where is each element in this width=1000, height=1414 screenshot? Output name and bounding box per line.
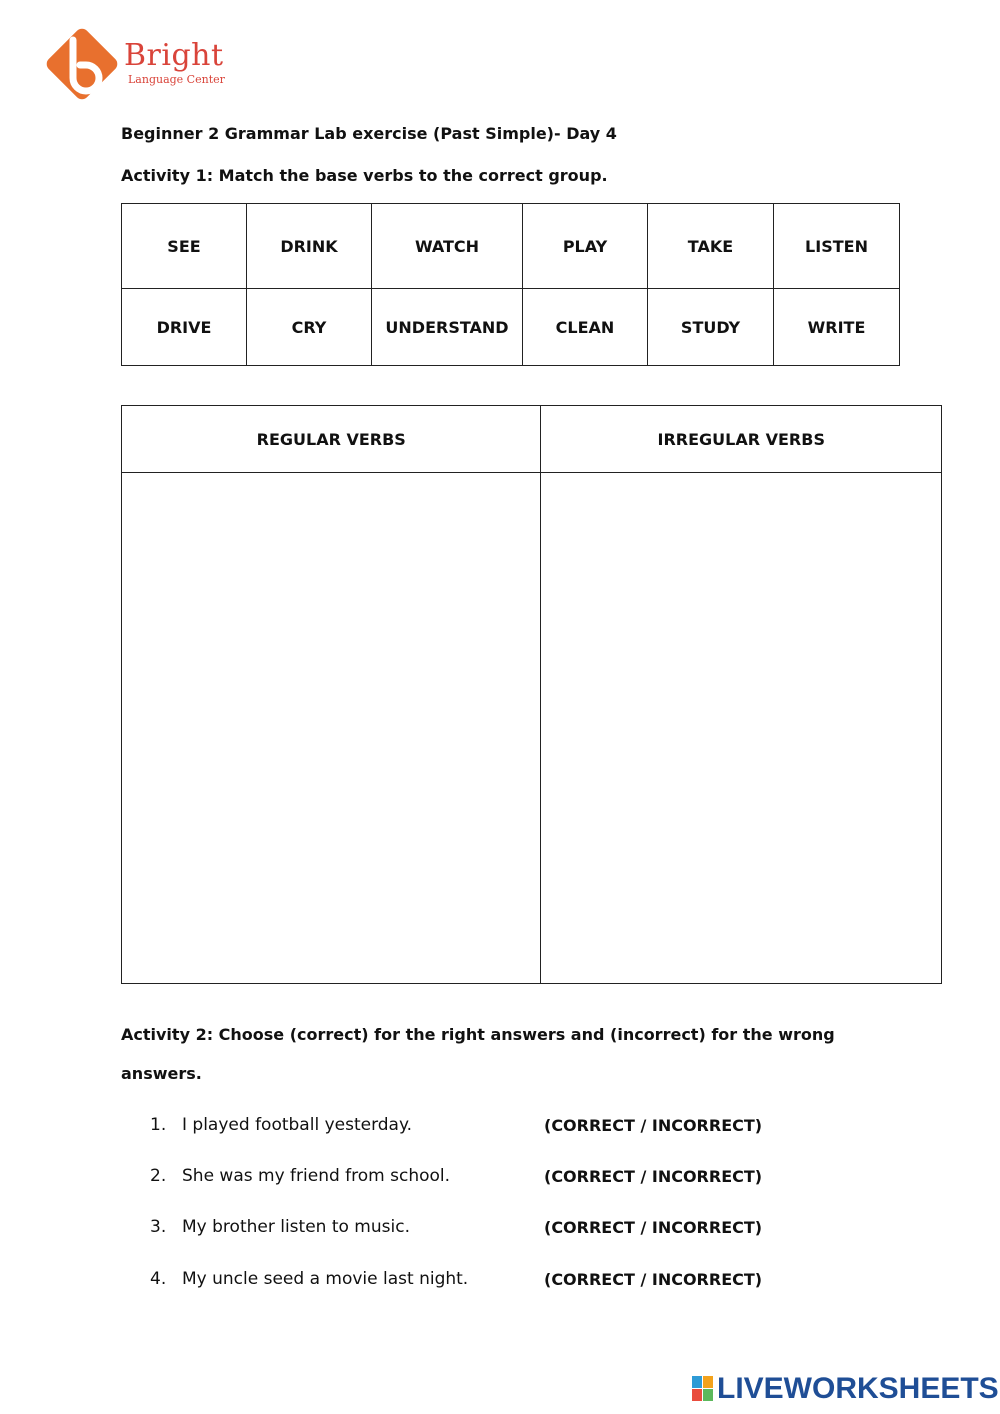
verb-cell[interactable]: TAKE — [648, 204, 774, 289]
answer-choice[interactable]: (CORRECT / INCORRECT) — [544, 1116, 763, 1135]
answer-choice[interactable]: (CORRECT / INCORRECT) — [544, 1270, 763, 1289]
liveworksheets-watermark: LIVEWORKSHEETS — [717, 1372, 999, 1405]
liveworksheets-icon — [692, 1376, 714, 1402]
verb-cell[interactable]: WRITE — [774, 289, 900, 366]
verb-cell[interactable]: LISTEN — [774, 204, 900, 289]
verb-group-table — [121, 405, 942, 984]
question-number: 3. — [150, 1217, 167, 1237]
irregular-verbs-dropzone[interactable] — [541, 473, 942, 984]
verb-table — [121, 203, 900, 366]
verb-cell[interactable]: SEE — [122, 204, 247, 289]
question-number: 2. — [150, 1166, 167, 1186]
irregular-verbs-header: IRREGULAR VERBS — [541, 406, 942, 473]
question-sentence: She was my friend from school. — [182, 1166, 451, 1186]
logo-wordmark: Bright — [124, 38, 224, 73]
verb-cell[interactable]: DRINK — [247, 204, 372, 289]
question-sentence: My uncle seed a movie last night. — [182, 1269, 469, 1289]
answer-choice[interactable]: (CORRECT / INCORRECT) — [544, 1167, 763, 1186]
answer-choice[interactable]: (CORRECT / INCORRECT) — [544, 1218, 763, 1237]
activity2-instruction: Activity 2: Choose (correct) for the right answers and (incorrect) for the wrong — [121, 1025, 835, 1044]
activity1-instruction: Activity 1: Match the base verbs to the correct group. — [121, 166, 608, 185]
verb-cell[interactable]: CLEAN — [523, 289, 648, 366]
activity2-instruction-cont: answers. — [121, 1064, 202, 1083]
question-sentence: I played football yesterday. — [182, 1115, 413, 1135]
regular-verbs-dropzone[interactable] — [122, 473, 541, 984]
verb-cell[interactable]: STUDY — [648, 289, 774, 366]
verb-cell[interactable]: PLAY — [523, 204, 648, 289]
verb-cell[interactable]: CRY — [247, 289, 372, 366]
verb-cell[interactable]: WATCH — [372, 204, 523, 289]
question-number: 1. — [150, 1115, 167, 1135]
logo-subtitle: Language Center — [128, 73, 225, 86]
regular-verbs-header: REGULAR VERBS — [122, 406, 541, 473]
verb-cell[interactable]: UNDERSTAND — [372, 289, 523, 366]
verb-cell[interactable]: DRIVE — [122, 289, 247, 366]
page-title: Beginner 2 Grammar Lab exercise (Past Simple)- Day 4 — [121, 124, 617, 143]
question-sentence: My brother listen to music. — [182, 1217, 410, 1237]
question-number: 4. — [150, 1269, 167, 1289]
